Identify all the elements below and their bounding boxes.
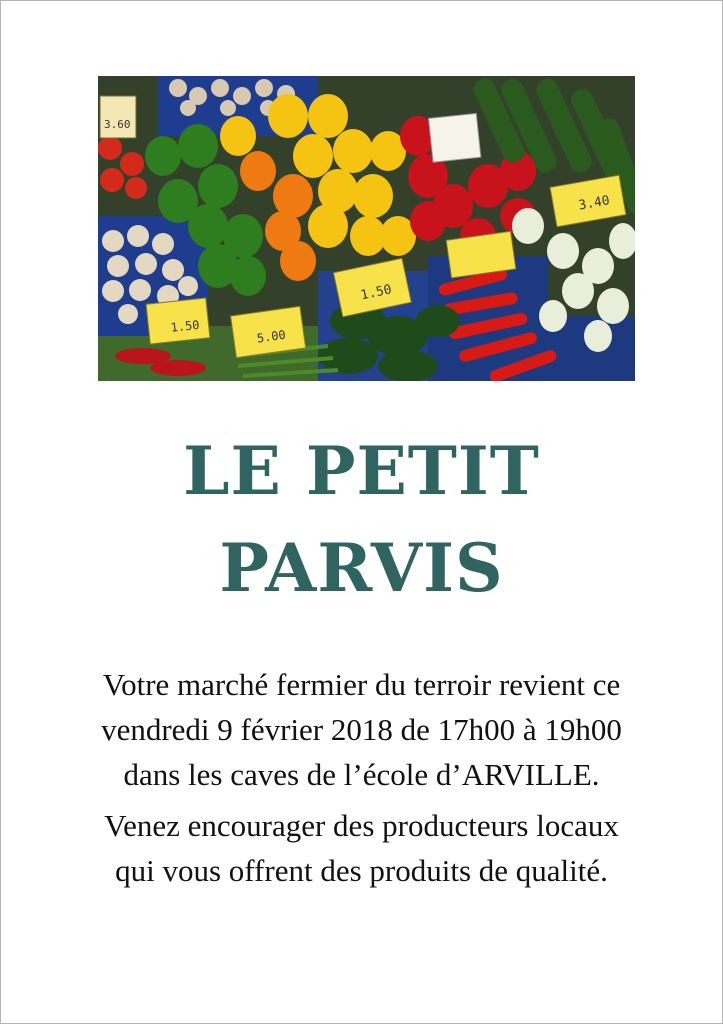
market-vegetables-photo <box>98 76 635 381</box>
price-sign-1 <box>100 96 136 138</box>
price-sign-1-text: 3.60 <box>104 118 131 131</box>
price-sign-5-text: 1.50 <box>169 317 201 335</box>
paragraph-1-line-3: dans les caves de l’école d’ARVILLE. <box>123 757 600 792</box>
price-sign-5 <box>146 298 210 344</box>
vegetable-stall-illustration <box>98 76 635 381</box>
poster-title <box>1 423 722 617</box>
announcement-paragraph-1 <box>21 662 702 797</box>
title-line-2: PARVIS <box>219 529 504 607</box>
price-sign-4-text: 5.00 <box>255 327 287 346</box>
announcement-text <box>21 662 702 893</box>
paragraph-1-line-2: vendredi 9 février 2018 de 17h00 à 19h00 <box>101 712 622 747</box>
price-sign-4 <box>231 306 306 357</box>
paragraph-2-line-1: Venez encourager des producteurs locaux <box>104 808 619 843</box>
paragraph-1-line-1: Votre marché fermier du terroir revient ce <box>102 667 621 702</box>
title-line-1: LE PETIT <box>183 432 540 510</box>
announcement-paragraph-2 <box>21 803 702 893</box>
price-sign-3-text: 1.50 <box>359 282 394 304</box>
paragraph-2-line-2: qui vous offrent des produits de qualité. <box>115 853 608 888</box>
sign-white-top <box>429 113 481 162</box>
price-sign-2-text: 3.40 <box>577 193 611 214</box>
